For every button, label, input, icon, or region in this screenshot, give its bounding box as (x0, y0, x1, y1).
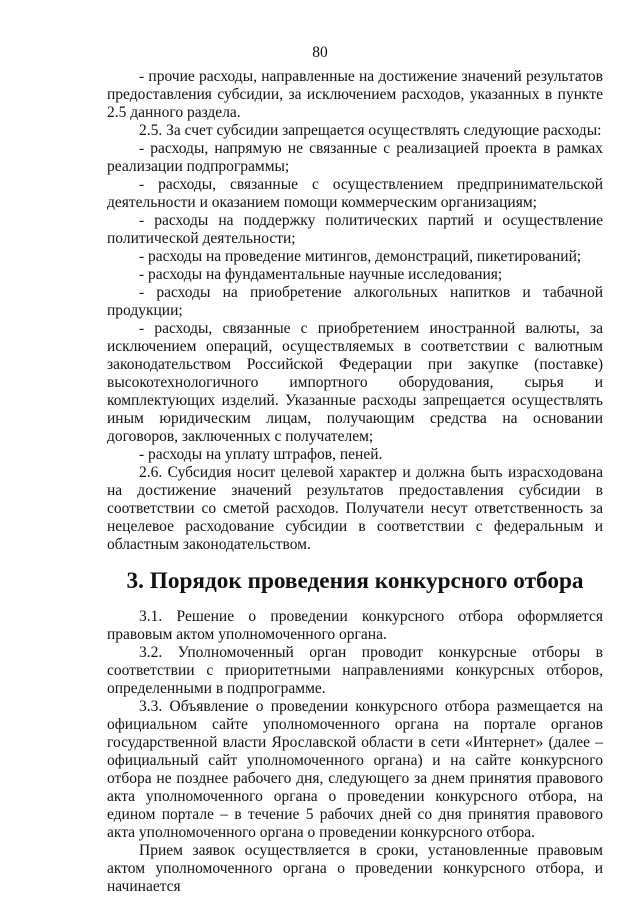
paragraph-3-3: 3.3. Объявление о проведении конкурсного отбора размещается на официальном сайте уполномоченного органа на портале органов государственной власти Ярославской области в сети «Интернет» (далее – официальный сайт уполномоченного органа) и на сайте конкурсного отбора не позднее рабочего дня, следующего за днем принятия правового акта уполномоченного органа о проведении конкурсного отбора, на едином портале – в течение 5 рабочих дней со дня принятия правового акта уполномоченного органа о проведении конкурсного отбора. (107, 698, 603, 841)
list-item-not-related-expenses: - расходы, напрямую не связанные с реализацией проекта в рамках реализации подпрограммы; (107, 140, 603, 175)
paragraph-3-2: 3.2. Уполномоченный орган проводит конкурсные отборы в соответствии с приоритетными направлениями конкурсных отборов, определенными в подпрограмме. (107, 644, 603, 697)
list-item-political-expenses: - расходы на поддержку политических партий и осуществление политической деятельности; (107, 212, 603, 247)
list-item-alcohol-tobacco-expenses: - расходы на приобретение алкогольных напитков и табачной продукции; (107, 284, 603, 319)
document-body (107, 68, 603, 896)
page-number: 80 (312, 44, 328, 61)
paragraph-applications-intake: Прием заявок осуществляется в сроки, установленные правовым актом уполномоченного органа о проведении конкурсного отбора, и начинается (107, 842, 603, 895)
paragraph-3-1: 3.1. Решение о проведении конкурсного отбора оформляется правовым актом уполномоченного органа. (107, 608, 603, 643)
list-item-research-expenses: - расходы на фундаментальные научные исследования; (139, 266, 503, 283)
list-item-foreign-currency-expenses: - расходы, связанные с приобретением иностранной валюты, за исключением операций, осуществляемых в соответствии с валютным законодательством Российской Федерации при закупке (поставке) высокотехнологичного импортного оборудования, сырья и комплектующих изделий. Указанные расходы запрещается осуществлять иным юридическим лицам, получающим средства на основании договоров, заключенных с получателем; (107, 320, 603, 445)
list-item-rallies-expenses: - расходы на проведение митингов, демонстраций, пикетирований; (139, 248, 582, 265)
list-item-fines-expenses: - расходы на уплату штрафов, пеней. (139, 446, 383, 463)
paragraph-2-5: 2.5. За счет субсидии запрещается осуществлять следующие расходы: (139, 122, 602, 139)
paragraph-2-6: 2.6. Субсидия носит целевой характер и должна быть израсходована на достижение значений результатов предоставления субсидии в соответствии со сметой расходов. Получатели несут ответственность за нецелевое расходование субсидии в соответствии с федеральным и областным законодательством. (107, 464, 603, 553)
list-item-business-expenses: - расходы, связанные с осуществлением предпринимательской деятельности и оказанием помощи коммерческим организациям; (107, 176, 603, 211)
section-heading: 3. Порядок проведения конкурсного отбора (126, 568, 584, 594)
paragraph-other-expenses: - прочие расходы, направленные на достижение значений результатов предоставления субсидии, за исключением расходов, указанных в пункте 2.5 данного раздела. (107, 68, 603, 121)
